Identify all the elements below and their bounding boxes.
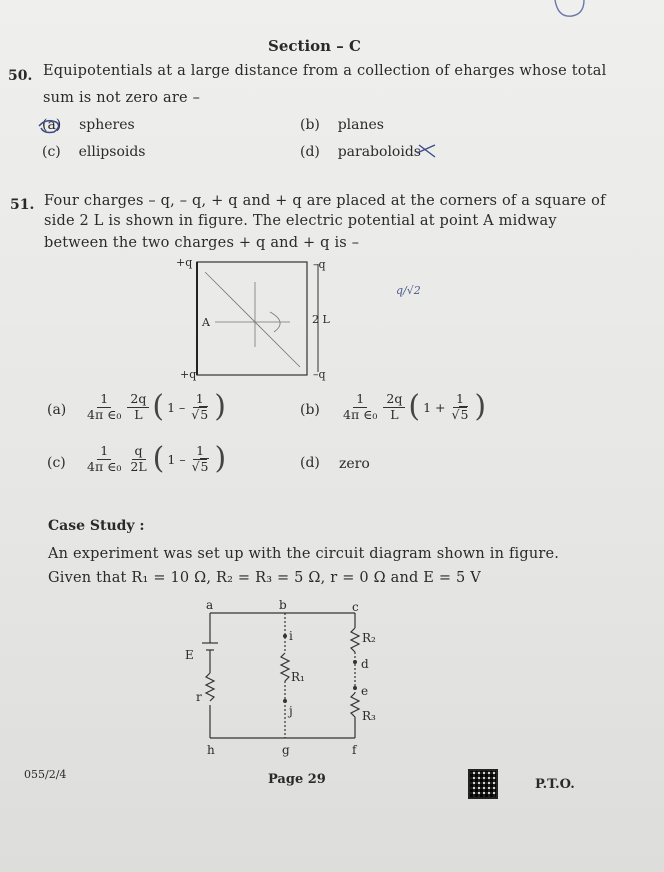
q51-option-d-text: zero [339,456,370,472]
q51-option-a-label: (a) [47,402,67,418]
paper-code: 055/2/4 [24,768,67,781]
r1-label: R₁ [291,670,305,684]
pto-label: P.T.O. [535,777,575,792]
node-e-label: e [361,684,369,698]
handwritten-circle-icon [550,0,590,22]
node-g-label: g [282,743,290,757]
q51-number: 51. [10,197,35,213]
q51-text-line1: Four charges – q, – q, + q and + q are placed at the corners of a square of [44,193,606,209]
q51-option-a-formula: $\frac{1}{\text{4π ∈₀}}$ $\frac{2q}{L}$ ( 1 – $\frac{1}{√5}$ ) [87,389,226,424]
section-title: Section – C [268,37,361,55]
circuit-diagram [180,598,400,758]
node-d-label: d [361,657,369,671]
node-h-label: h [207,743,215,757]
side-length-label: 2 L [312,313,330,326]
q51-text-line3: between the two charges + q and + q is – [44,235,360,251]
q51-option-b-label: (b) [300,402,320,418]
page-number: Page 29 [268,772,326,787]
node-j-label: j [289,704,293,718]
option-text: planes [337,117,384,133]
q51-option-b-formula: $\frac{1}{\text{4π ∈₀}}$ $\frac{2q}{L}$ ( 1 + $\frac{1}{√5}$ ) [343,389,487,424]
q51-option-c-label: (c) [47,455,66,471]
charge-top-left: +q [176,256,193,269]
node-a-label: a [206,598,214,612]
case-study-line1: An experiment was set up with the circuit diagram shown in figure. [48,546,560,562]
q51-option-d-label: (d) [300,455,320,471]
q50-option-b [300,117,384,133]
r2-label: R₂ [362,631,376,645]
option-text: spheres [79,117,135,133]
handwritten-cross-icon [415,141,439,161]
q51-option-c-formula: $\frac{1}{\text{4π ∈₀}}$ $\frac{q}{2L}$ ( 1 – $\frac{1}{√5}$ ) [87,441,227,476]
handwritten-note: q/√2 [396,284,421,297]
option-label: (a) [42,117,62,133]
option-label: (d) [300,144,320,160]
node-b-label: b [279,598,287,612]
q50-option-d [300,144,421,160]
node-f-label: f [352,743,357,757]
option-text: paraboloids [337,144,421,160]
option-label: (b) [300,117,320,133]
point-a-label: A [202,316,210,329]
q50-text-line2: sum is not zero are – [43,90,201,106]
emf-label: E [185,648,194,662]
q50-text-line1: Equipotentials at a large distance from a collection of eharges whose total [43,63,607,79]
case-study-line2: Given that R₁ = 10 Ω, R₂ = R₃ = 5 Ω, r = 0 Ω and E = 5 V [48,570,481,586]
node-i-label: i [289,629,293,643]
q50-option-c [42,144,146,160]
charge-bottom-left: +q [180,368,197,381]
charge-bottom-right: –q [313,368,326,381]
q50-number: 50. [8,68,33,84]
option-label: (c) [42,144,61,160]
option-text: ellipsoids [78,144,146,160]
charge-top-right: –q [313,258,326,271]
case-study-title: Case Study : [48,518,145,534]
handwritten-mark-icon [36,114,66,136]
r3-label: R₃ [362,709,376,723]
q51-text-line2: side 2 L is shown in figure. The electric potential at point A midway [44,213,557,229]
node-c-label: c [352,600,359,614]
qr-code-icon [468,769,498,799]
internal-resistance-label: r [196,690,202,704]
